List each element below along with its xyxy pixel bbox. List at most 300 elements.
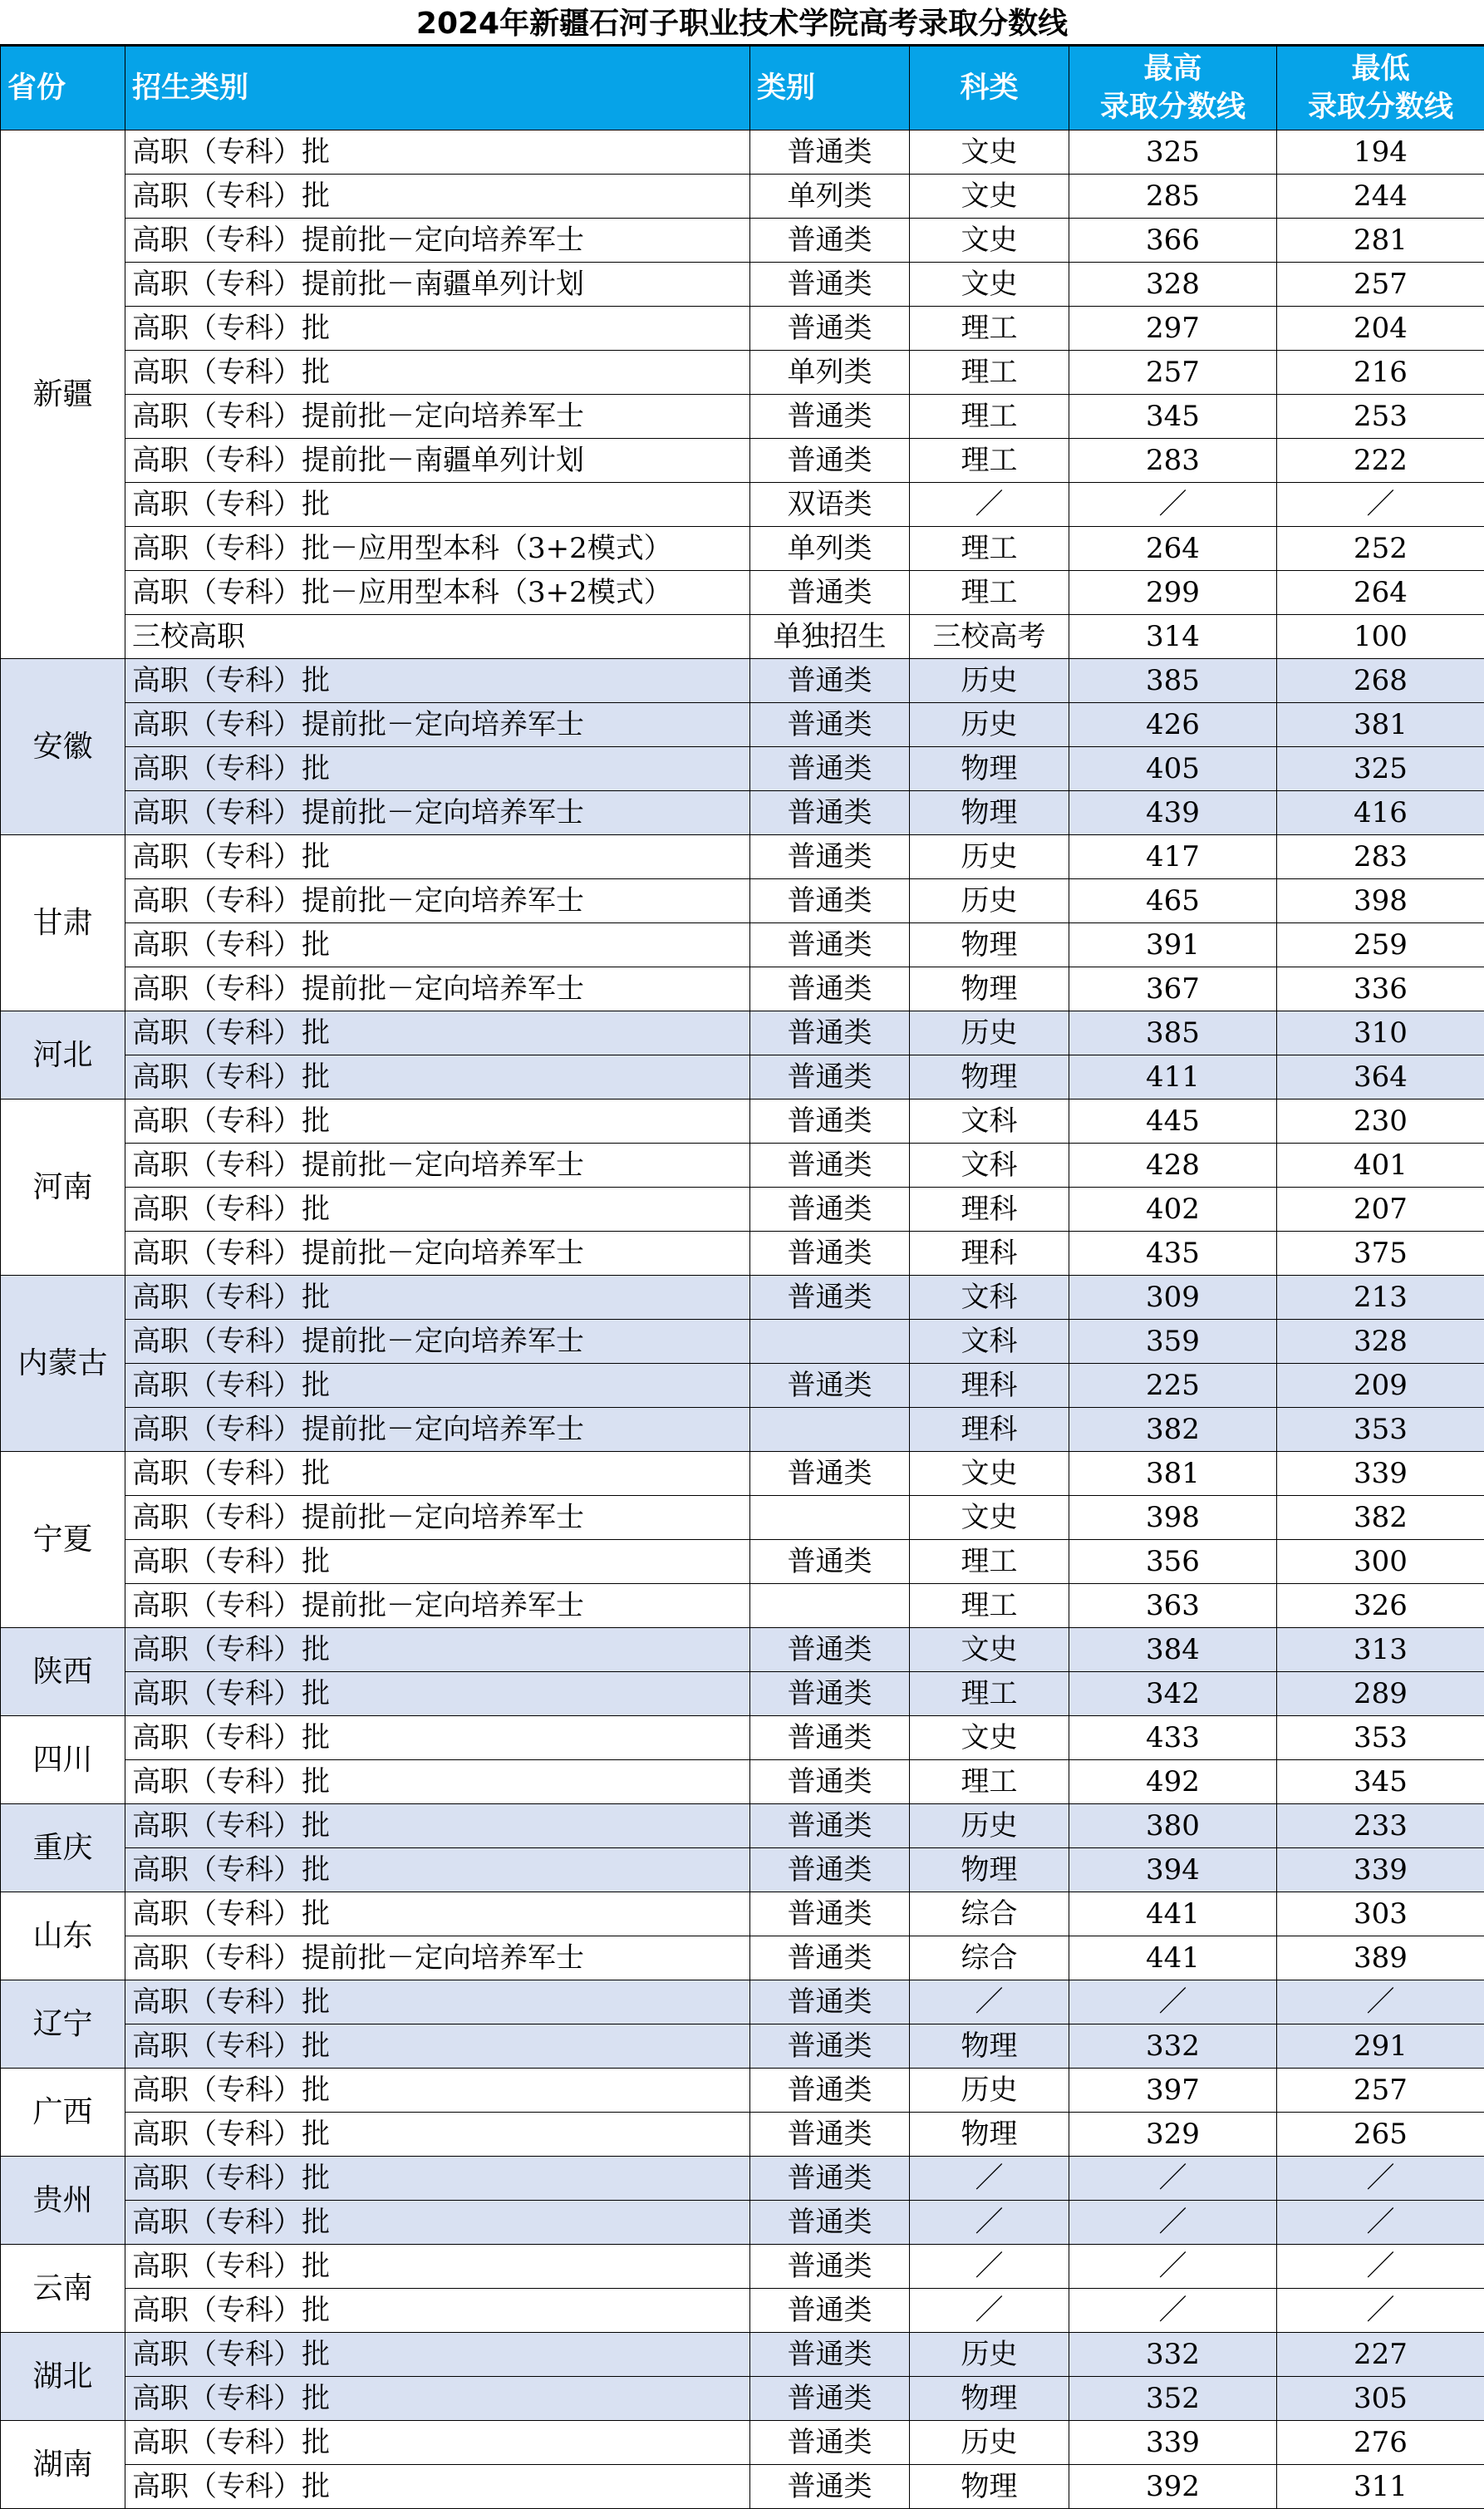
cell-enroll-type: 高职（专科）批 [125,1716,750,1760]
header-category: 类别 [750,47,910,130]
cell-enroll-type: 高职（专科）批 [125,659,750,703]
cell-min-score: 300 [1277,1540,1484,1584]
table-row [1,1716,1484,1760]
cell-max-score: 465 [1069,879,1277,923]
cell-min-score: 345 [1277,1760,1484,1804]
table-row [1,2245,1484,2289]
cell-subject: 文史 [910,175,1069,219]
table-row [1,1584,1484,1628]
table-row [1,1100,1484,1144]
table-row [1,395,1484,439]
table-row [1,307,1484,351]
cell-enroll-type: 高职（专科）批 [125,835,750,879]
table-row [1,2069,1484,2113]
cell-province: 河南 [1,1100,125,1276]
cell-category: 普通类 [750,2377,910,2421]
cell-category: 普通类 [750,1276,910,1320]
cell-max-score: 367 [1069,967,1277,1011]
cell-subject: 文科 [910,1276,1069,1320]
cell-max-score: 441 [1069,1892,1277,1936]
cell-min-score: 194 [1277,130,1484,175]
cell-enroll-type: 高职（专科）提前批－定向培养军士 [125,1584,750,1628]
cell-min-score: ／ [1277,2157,1484,2201]
table-row [1,2024,1484,2069]
table-row [1,1672,1484,1716]
cell-category [750,1584,910,1628]
cell-min-score: 416 [1277,791,1484,835]
cell-category: 单列类 [750,527,910,571]
cell-max-score: 384 [1069,1628,1277,1672]
table-body [1,130,1484,2509]
table-row [1,1055,1484,1100]
cell-min-score: 276 [1277,2421,1484,2465]
cell-subject: 历史 [910,2421,1069,2465]
cell-max-score: 381 [1069,1452,1277,1496]
cell-subject: 历史 [910,1011,1069,1055]
cell-enroll-type: 高职（专科）提前批－定向培养军士 [125,1408,750,1452]
cell-category: 普通类 [750,130,910,175]
header-max-score [1069,47,1277,130]
cell-min-score: 339 [1277,1452,1484,1496]
cell-max-score: 441 [1069,1936,1277,1980]
cell-min-score: 375 [1277,1232,1484,1276]
cell-enroll-type: 高职（专科）批 [125,1892,750,1936]
cell-min-score: 398 [1277,879,1484,923]
cell-max-score: 402 [1069,1188,1277,1232]
table-row [1,2421,1484,2465]
cell-enroll-type: 高职（专科）批 [125,1540,750,1584]
cell-subject: 理工 [910,1672,1069,1716]
cell-subject: 历史 [910,2333,1069,2377]
cell-min-score: ／ [1277,483,1484,527]
cell-subject: 文史 [910,219,1069,263]
cell-min-score: 209 [1277,1364,1484,1408]
cell-max-score: 297 [1069,307,1277,351]
cell-enroll-type: 高职（专科）批 [125,1672,750,1716]
cell-enroll-type: 高职（专科）提前批－定向培养军士 [125,219,750,263]
cell-min-score: 303 [1277,1892,1484,1936]
table-row [1,351,1484,395]
header-max-line2: 录取分数线 [1076,88,1270,126]
cell-subject: 文史 [910,130,1069,175]
cell-max-score: 325 [1069,130,1277,175]
cell-enroll-type: 高职（专科）批 [125,923,750,967]
cell-category: 普通类 [750,2113,910,2157]
cell-max-score: 392 [1069,2465,1277,2509]
cell-enroll-type: 高职（专科）提前批－定向培养军士 [125,1496,750,1540]
cell-category: 普通类 [750,1760,910,1804]
cell-min-score: 381 [1277,703,1484,747]
header-enroll-type: 招生类别 [125,47,750,130]
cell-province: 河北 [1,1011,125,1100]
table-row [1,835,1484,879]
cell-enroll-type: 高职（专科）批 [125,2377,750,2421]
table-row [1,1188,1484,1232]
cell-min-score: ／ [1277,2201,1484,2245]
cell-category: 普通类 [750,1848,910,1892]
cell-min-score: ／ [1277,1980,1484,2024]
table-row [1,747,1484,791]
cell-min-score: 207 [1277,1188,1484,1232]
cell-category: 普通类 [750,2333,910,2377]
cell-min-score: 313 [1277,1628,1484,1672]
cell-category: 普通类 [750,2069,910,2113]
cell-max-score: ／ [1069,1980,1277,2024]
cell-min-score: 244 [1277,175,1484,219]
table-row [1,1011,1484,1055]
cell-enroll-type: 高职（专科）批 [125,2024,750,2069]
cell-min-score: 216 [1277,351,1484,395]
cell-category: 普通类 [750,219,910,263]
cell-enroll-type: 高职（专科）批 [125,2113,750,2157]
cell-max-score: 257 [1069,351,1277,395]
cell-subject: 物理 [910,1055,1069,1100]
cell-max-score: ／ [1069,2157,1277,2201]
table-row [1,1804,1484,1848]
cell-enroll-type: 高职（专科）批 [125,2421,750,2465]
cell-enroll-type: 高职（专科）提前批－定向培养军士 [125,703,750,747]
cell-min-score: 364 [1277,1055,1484,1100]
cell-enroll-type: 高职（专科）批 [125,2157,750,2201]
cell-enroll-type: 高职（专科）提前批－定向培养军士 [125,1936,750,1980]
cell-category: 普通类 [750,2465,910,2509]
cell-category [750,1496,910,1540]
cell-category: 普通类 [750,395,910,439]
cell-category: 普通类 [750,1364,910,1408]
cell-min-score: 213 [1277,1276,1484,1320]
cell-min-score: 227 [1277,2333,1484,2377]
cell-max-score: 382 [1069,1408,1277,1452]
cell-subject: ／ [910,2289,1069,2333]
cell-min-score: 252 [1277,527,1484,571]
cell-category: 普通类 [750,1540,910,1584]
cell-subject: 理工 [910,1760,1069,1804]
table-row [1,219,1484,263]
cell-min-score: 382 [1277,1496,1484,1540]
cell-min-score: 259 [1277,923,1484,967]
cell-enroll-type: 高职（专科）批 [125,2333,750,2377]
table-row [1,439,1484,483]
table-row [1,527,1484,571]
table-header-row [1,47,1484,130]
cell-enroll-type: 高职（专科）提前批－南疆单列计划 [125,263,750,307]
cell-min-score: 339 [1277,1848,1484,1892]
cell-min-score: 233 [1277,1804,1484,1848]
cell-min-score: 289 [1277,1672,1484,1716]
cell-min-score: 325 [1277,747,1484,791]
cell-province: 新疆 [1,130,125,659]
cell-subject: 物理 [910,1848,1069,1892]
cell-max-score: 332 [1069,2333,1277,2377]
cell-subject: 文科 [910,1320,1069,1364]
cell-max-score: 426 [1069,703,1277,747]
cell-category: 普通类 [750,1892,910,1936]
cell-province: 安徽 [1,659,125,835]
cell-enroll-type: 高职（专科）提前批－定向培养军士 [125,395,750,439]
cell-category: 普通类 [750,1980,910,2024]
admission-score-table [0,46,1484,2509]
cell-subject: 物理 [910,791,1069,835]
cell-max-score: ／ [1069,2201,1277,2245]
cell-category: 普通类 [750,1672,910,1716]
cell-enroll-type: 三校高职 [125,615,750,659]
cell-max-score: 417 [1069,835,1277,879]
cell-enroll-type: 高职（专科）批 [125,1628,750,1672]
cell-min-score: ／ [1277,2245,1484,2289]
table-row [1,1320,1484,1364]
cell-category: 普通类 [750,307,910,351]
cell-category: 普通类 [750,263,910,307]
cell-enroll-type: 高职（专科）批 [125,2245,750,2289]
cell-min-score: 310 [1277,1011,1484,1055]
cell-province: 辽宁 [1,1980,125,2069]
cell-enroll-type: 高职（专科）提前批－定向培养军士 [125,791,750,835]
cell-category: 普通类 [750,1716,910,1760]
cell-subject: 理工 [910,1540,1069,1584]
cell-enroll-type: 高职（专科）批 [125,1100,750,1144]
cell-subject: 理科 [910,1408,1069,1452]
table-row [1,967,1484,1011]
cell-subject: 理工 [910,527,1069,571]
table-row [1,483,1484,527]
cell-max-score: 366 [1069,219,1277,263]
table-row [1,791,1484,835]
cell-enroll-type: 高职（专科）批 [125,2201,750,2245]
table-row [1,1364,1484,1408]
cell-min-score: 253 [1277,395,1484,439]
cell-enroll-type: 高职（专科）批 [125,1980,750,2024]
cell-province: 云南 [1,2245,125,2333]
cell-subject: 理工 [910,439,1069,483]
cell-province: 湖南 [1,2421,125,2509]
cell-category: 普通类 [750,1144,910,1188]
table-row [1,1144,1484,1188]
cell-subject: 理工 [910,351,1069,395]
table-row [1,2157,1484,2201]
table-row [1,1452,1484,1496]
cell-category: 普通类 [750,659,910,703]
cell-category: 普通类 [750,1055,910,1100]
cell-enroll-type: 高职（专科）批 [125,1804,750,1848]
cell-subject: 理科 [910,1232,1069,1276]
cell-category: 普通类 [750,439,910,483]
header-subject: 科类 [910,47,1069,130]
cell-category: 普通类 [750,2245,910,2289]
header-min-score [1277,47,1484,130]
cell-max-score: 329 [1069,2113,1277,2157]
cell-min-score: 389 [1277,1936,1484,1980]
cell-enroll-type: 高职（专科）批 [125,747,750,791]
cell-max-score: 363 [1069,1584,1277,1628]
cell-min-score: 328 [1277,1320,1484,1364]
cell-max-score: 385 [1069,1011,1277,1055]
cell-subject: 历史 [910,659,1069,703]
cell-enroll-type: 高职（专科）批 [125,2069,750,2113]
header-province: 省份 [1,47,125,130]
cell-max-score: 405 [1069,747,1277,791]
cell-min-score: 257 [1277,263,1484,307]
cell-min-score: 305 [1277,2377,1484,2421]
header-max-line1: 最高 [1076,50,1270,88]
cell-max-score: 345 [1069,395,1277,439]
cell-category: 单列类 [750,175,910,219]
cell-subject: 物理 [910,2377,1069,2421]
table-row [1,703,1484,747]
cell-max-score: 492 [1069,1760,1277,1804]
table-row [1,2201,1484,2245]
cell-enroll-type: 高职（专科）提前批－定向培养军士 [125,1232,750,1276]
cell-enroll-type: 高职（专科）批 [125,307,750,351]
cell-max-score: 299 [1069,571,1277,615]
table-row [1,2465,1484,2509]
cell-enroll-type: 高职（专科）批 [125,130,750,175]
cell-enroll-type: 高职（专科）批 [125,351,750,395]
cell-max-score: 283 [1069,439,1277,483]
cell-max-score: 332 [1069,2024,1277,2069]
cell-enroll-type: 高职（专科）批 [125,175,750,219]
table-row [1,1232,1484,1276]
cell-subject: 理工 [910,307,1069,351]
cell-subject: 文科 [910,1100,1069,1144]
cell-enroll-type: 高职（专科）批－应用型本科（3+2模式） [125,527,750,571]
cell-subject: 物理 [910,2113,1069,2157]
cell-subject: ／ [910,483,1069,527]
cell-max-score: 339 [1069,2421,1277,2465]
cell-subject: ／ [910,2201,1069,2245]
cell-min-score: 257 [1277,2069,1484,2113]
cell-subject: 理科 [910,1188,1069,1232]
cell-min-score: 336 [1277,967,1484,1011]
cell-max-score: 433 [1069,1716,1277,1760]
cell-category: 普通类 [750,1011,910,1055]
cell-province: 甘肃 [1,835,125,1011]
cell-max-score: 428 [1069,1144,1277,1188]
cell-category: 单独招生 [750,615,910,659]
cell-category: 普通类 [750,2421,910,2465]
cell-max-score: 314 [1069,615,1277,659]
cell-max-score: 285 [1069,175,1277,219]
cell-min-score: 311 [1277,2465,1484,2509]
cell-category: 普通类 [750,879,910,923]
cell-max-score: 352 [1069,2377,1277,2421]
cell-enroll-type: 高职（专科）批 [125,1055,750,1100]
header-min-line2: 录取分数线 [1284,88,1477,126]
table-row [1,1936,1484,1980]
cell-province: 湖北 [1,2333,125,2421]
cell-province: 四川 [1,1716,125,1804]
table-row [1,1848,1484,1892]
cell-min-score: 401 [1277,1144,1484,1188]
cell-enroll-type: 高职（专科）提前批－定向培养军士 [125,967,750,1011]
cell-max-score: 328 [1069,263,1277,307]
table-row [1,1496,1484,1540]
cell-province: 宁夏 [1,1452,125,1628]
table-row [1,2289,1484,2333]
table-row [1,175,1484,219]
table-row [1,2377,1484,2421]
cell-min-score: 281 [1277,219,1484,263]
cell-min-score: 268 [1277,659,1484,703]
cell-enroll-type: 高职（专科）提前批－定向培养军士 [125,879,750,923]
cell-subject: 历史 [910,703,1069,747]
cell-category: 普通类 [750,1936,910,1980]
cell-category: 双语类 [750,483,910,527]
cell-enroll-type: 高职（专科）批－应用型本科（3+2模式） [125,571,750,615]
cell-subject: 历史 [910,835,1069,879]
cell-enroll-type: 高职（专科）批 [125,2465,750,2509]
cell-min-score: 291 [1277,2024,1484,2069]
cell-subject: 历史 [910,1804,1069,1848]
cell-max-score: 385 [1069,659,1277,703]
cell-subject: 历史 [910,2069,1069,2113]
cell-category: 普通类 [750,747,910,791]
cell-enroll-type: 高职（专科）批 [125,1276,750,1320]
cell-province: 贵州 [1,2157,125,2245]
table-row [1,1628,1484,1672]
cell-category: 普通类 [750,835,910,879]
cell-max-score: 391 [1069,923,1277,967]
cell-max-score: 394 [1069,1848,1277,1892]
cell-enroll-type: 高职（专科）批 [125,1188,750,1232]
cell-enroll-type: 高职（专科）批 [125,1452,750,1496]
cell-subject: 文史 [910,1716,1069,1760]
cell-enroll-type: 高职（专科）提前批－定向培养军士 [125,1144,750,1188]
cell-subject: ／ [910,2245,1069,2289]
cell-subject: 物理 [910,967,1069,1011]
cell-subject: 文史 [910,1628,1069,1672]
cell-subject: 理工 [910,1584,1069,1628]
cell-enroll-type: 高职（专科）批 [125,1848,750,1892]
cell-subject: 物理 [910,747,1069,791]
cell-max-score: 397 [1069,2069,1277,2113]
page-title: 2024年新疆石河子职业技术学院高考录取分数线 [0,0,1484,46]
cell-subject: 文史 [910,263,1069,307]
cell-min-score: ／ [1277,2289,1484,2333]
cell-category: 普通类 [750,1188,910,1232]
cell-max-score: 264 [1069,527,1277,571]
cell-subject: ／ [910,1980,1069,2024]
cell-enroll-type: 高职（专科）提前批－定向培养军士 [125,1320,750,1364]
cell-max-score: ／ [1069,483,1277,527]
cell-category: 普通类 [750,1232,910,1276]
cell-max-score: 225 [1069,1364,1277,1408]
table-row [1,923,1484,967]
cell-max-score: 445 [1069,1100,1277,1144]
cell-category: 普通类 [750,2157,910,2201]
cell-subject: 物理 [910,2465,1069,2509]
cell-max-score: ／ [1069,2289,1277,2333]
cell-category [750,1408,910,1452]
table-row [1,1276,1484,1320]
table-row [1,1892,1484,1936]
cell-min-score: 326 [1277,1584,1484,1628]
cell-min-score: 353 [1277,1408,1484,1452]
cell-category: 普通类 [750,2289,910,2333]
cell-subject: 综合 [910,1892,1069,1936]
cell-subject: 物理 [910,2024,1069,2069]
table-row [1,879,1484,923]
cell-min-score: 283 [1277,835,1484,879]
table-row [1,1760,1484,1804]
cell-max-score: ／ [1069,2245,1277,2289]
cell-min-score: 265 [1277,2113,1484,2157]
cell-subject: ／ [910,2157,1069,2201]
cell-min-score: 222 [1277,439,1484,483]
cell-subject: 理工 [910,571,1069,615]
cell-max-score: 309 [1069,1276,1277,1320]
cell-max-score: 380 [1069,1804,1277,1848]
cell-province: 内蒙古 [1,1276,125,1452]
